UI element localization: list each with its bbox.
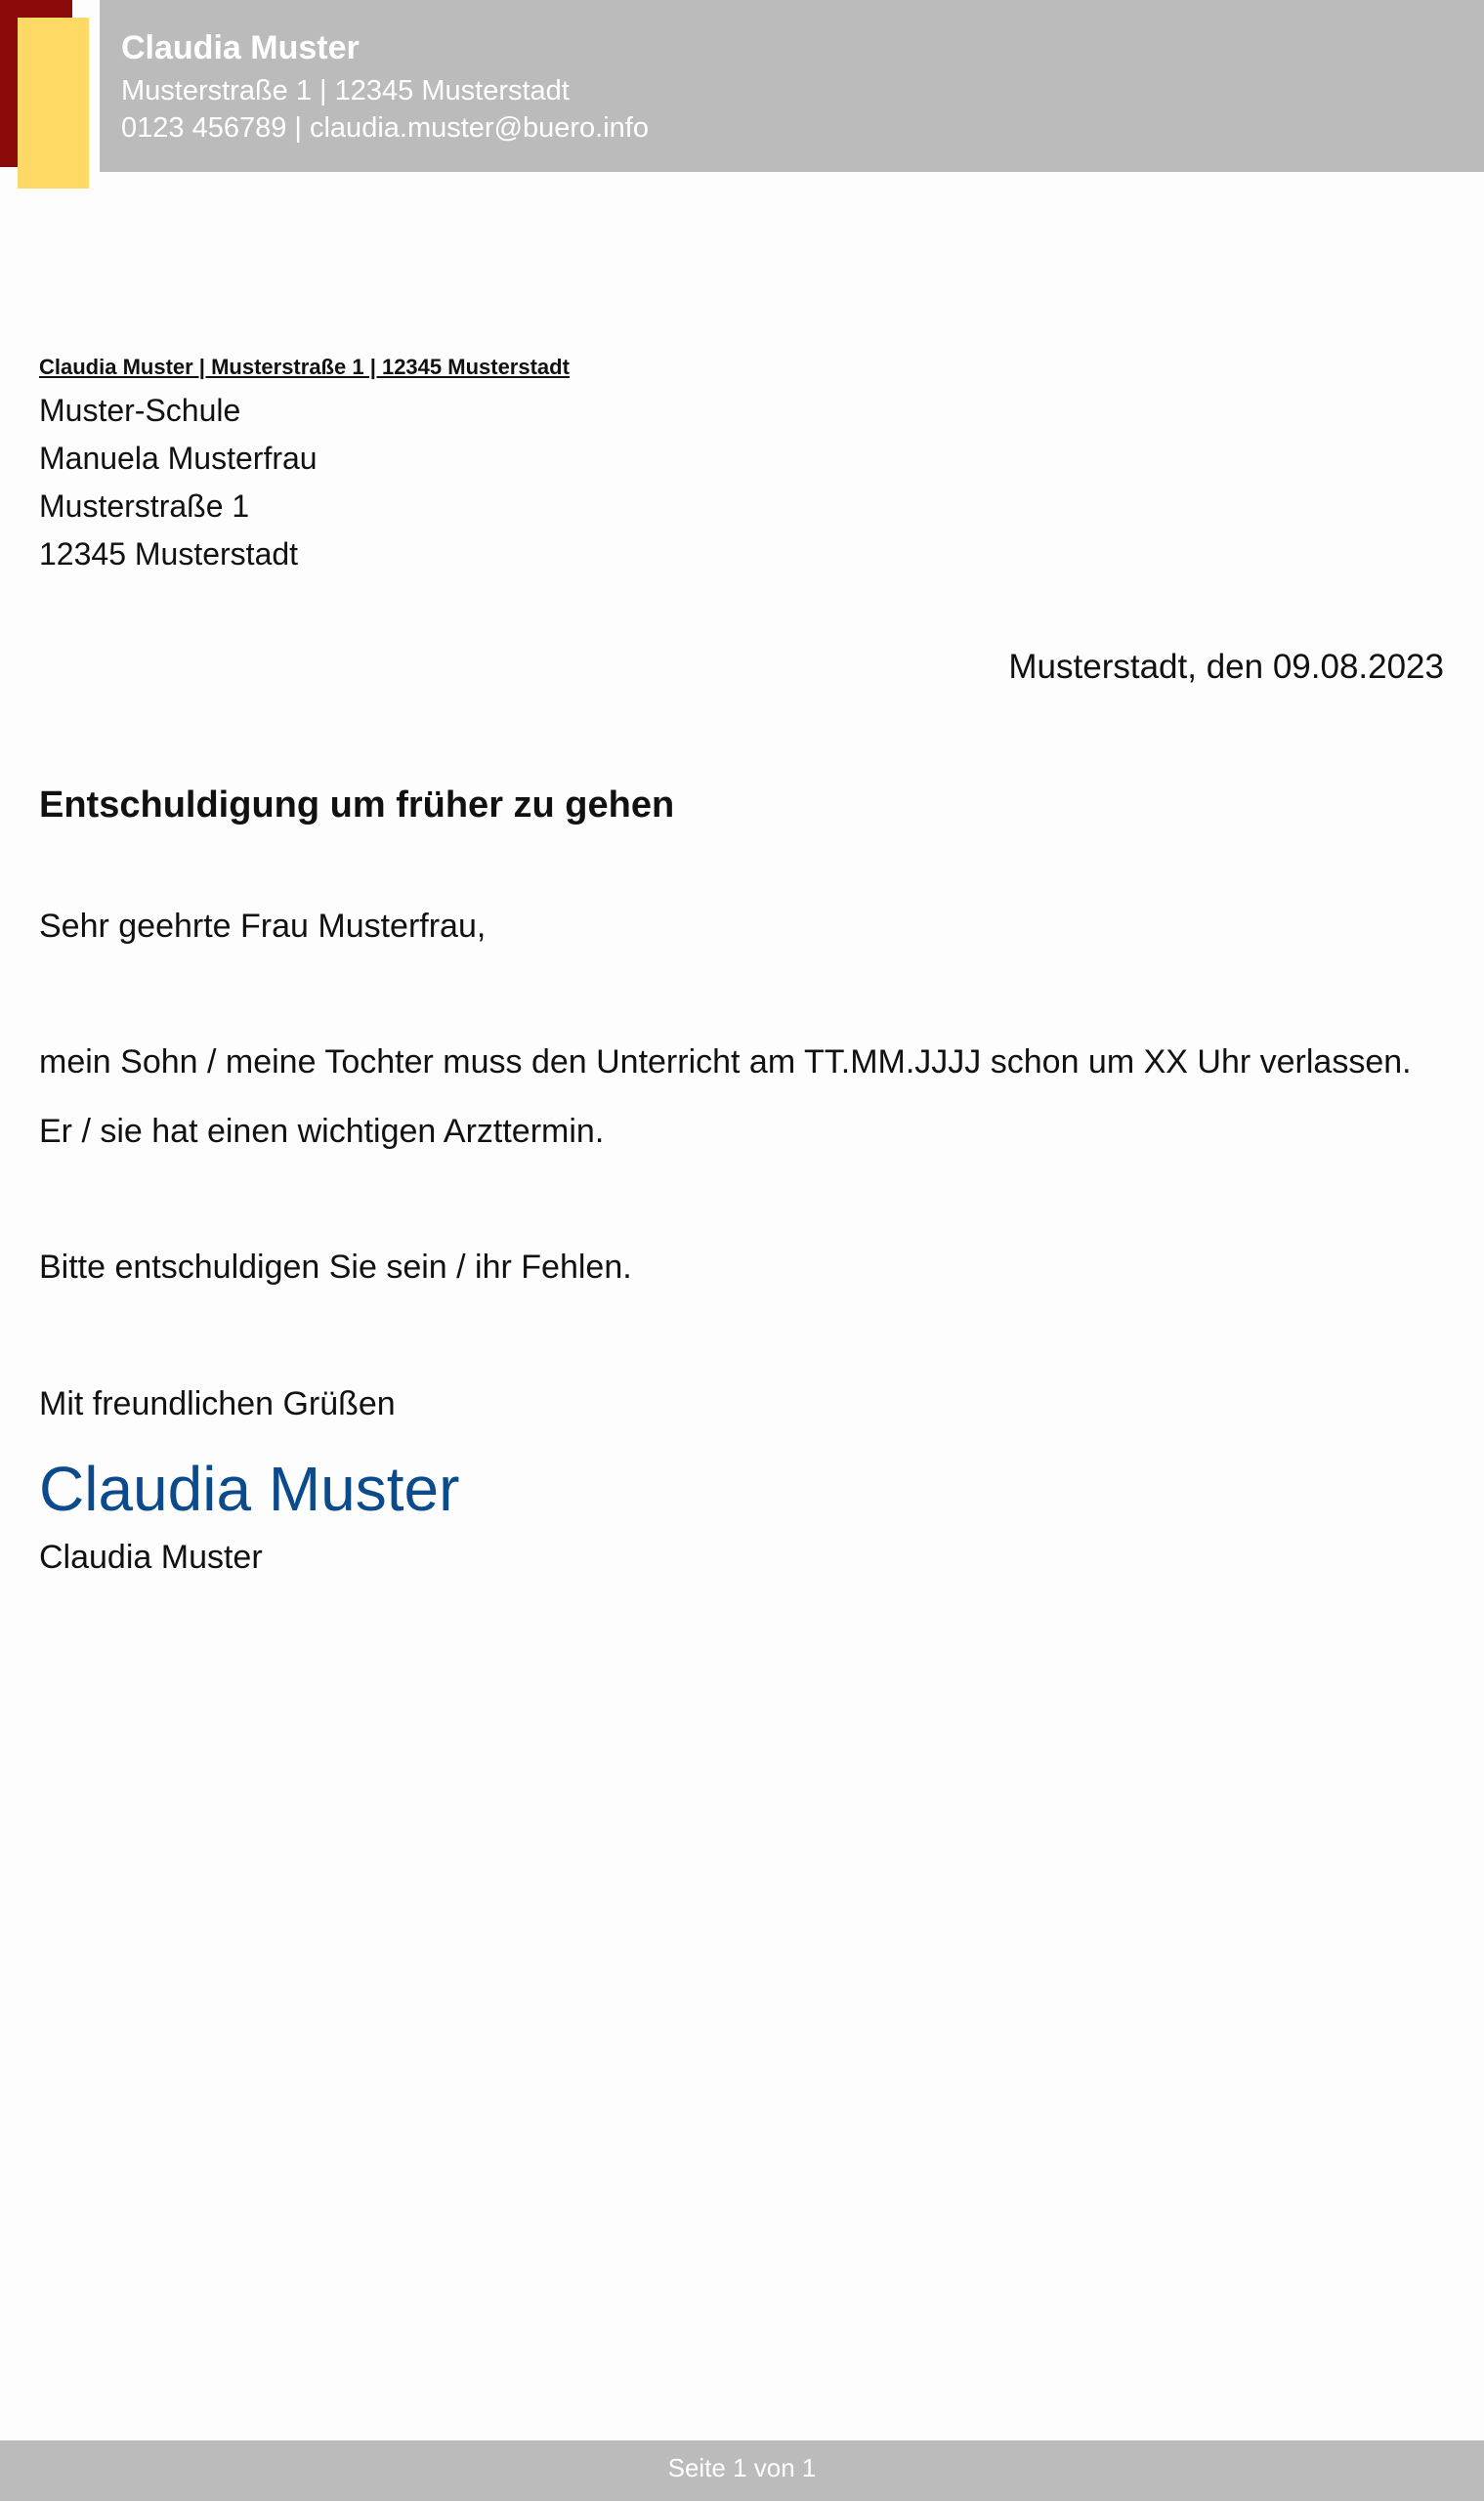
letterhead-address: Musterstraße 1 | 12345 Musterstadt — [121, 75, 570, 106]
handwritten-signature: Claudia Muster — [39, 1454, 460, 1524]
logo-yellow-block — [18, 18, 89, 189]
recipient-organization: Muster-Schule — [39, 393, 241, 428]
sender-return-line: Claudia Muster | Musterstraße 1 | 12345 Musterstadt — [39, 355, 570, 379]
letter-body-line: Er / sie hat einen wichtigen Arzttermin. — [39, 1113, 605, 1150]
letter-salutation: Sehr geehrte Frau Musterfrau, — [39, 908, 487, 945]
recipient-street: Musterstraße 1 — [39, 488, 250, 524]
recipient-city: 12345 Musterstadt — [39, 536, 299, 572]
letter-date: Musterstadt, den 09.08.2023 — [1008, 648, 1444, 686]
letter-closing: Mit freundlichen Grüßen — [39, 1385, 396, 1422]
page-number: Seite 1 von 1 — [667, 2453, 817, 2482]
recipient-address-block — [39, 387, 318, 578]
recipient-person: Manuela Musterfrau — [39, 441, 318, 476]
letterhead-contact: 0123 456789 | claudia.muster@buero.info — [121, 112, 649, 144]
letter-body-line: Bitte entschuldigen Sie sein / ihr Fehlen. — [39, 1249, 632, 1286]
signature-printed-name: Claudia Muster — [39, 1539, 263, 1576]
letter-subject: Entschuldigung um früher zu gehen — [39, 784, 675, 826]
letterhead-name: Claudia Muster — [121, 29, 360, 66]
letter-body-line: mein Sohn / meine Tochter muss den Unterricht am TT.MM.JJJJ schon um XX Uhr verlassen. — [39, 1043, 1412, 1081]
